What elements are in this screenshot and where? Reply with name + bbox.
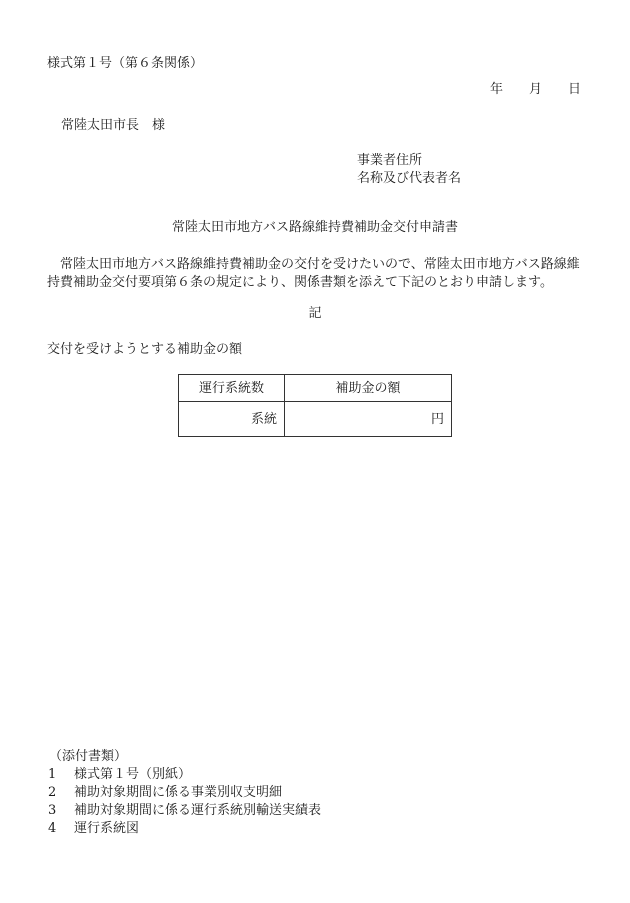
body-line-2: 持費補助金交付要項第６条の規定により、関係書類を添えて下記のとおり申請します。: [47, 275, 553, 290]
route-count-header: 運行系統数: [179, 375, 285, 402]
attachments-block: [47, 748, 321, 838]
date-line: [490, 83, 581, 96]
attachment-number: 1: [48, 767, 57, 782]
subsidy-amount-cell: 円: [285, 402, 452, 437]
attachment-text: 補助対象期間に係る運行系統別輸送実績表: [74, 803, 322, 818]
route-count-cell: 系統: [179, 402, 285, 437]
form-number: 様式第１号（第６条関係）: [47, 56, 204, 71]
month-label: 月: [529, 82, 543, 97]
attachments-heading: （添付書類）: [49, 749, 128, 764]
applicant-address-label: 事業者住所: [357, 153, 423, 168]
attachment-item: [47, 784, 321, 802]
attachment-text: 運行系統図: [74, 821, 140, 836]
year-label: 年: [490, 82, 504, 97]
document-title: 常陸太田市地方バス路線維持費補助金交付申請書: [171, 220, 458, 235]
attachment-item: [47, 820, 321, 838]
attachment-item: [47, 802, 321, 820]
day-label: 日: [568, 82, 582, 97]
subsidy-amount-header: 補助金の額: [285, 375, 452, 402]
applicant-block: [357, 152, 461, 188]
amount-table: [178, 374, 452, 437]
amount-heading: 交付を受けようとする補助金の額: [47, 342, 243, 357]
amount-table-row: [179, 402, 452, 437]
body-line-1: 常陸太田市地方バス路線維持費補助金の交付を受けたいので、常陸太田市地方バス路線維: [60, 257, 580, 272]
attachment-number: 3: [48, 803, 57, 818]
body-paragraph: [47, 256, 607, 292]
attachment-text: 補助対象期間に係る事業別収支明細: [74, 785, 283, 800]
attachment-number: 2: [48, 785, 57, 800]
ki-marker: 記: [308, 306, 322, 321]
attachment-item: [47, 766, 321, 784]
applicant-name-label: 名称及び代表者名: [357, 171, 462, 186]
attachment-text: 様式第１号（別紙）: [74, 767, 192, 782]
addressee: 常陸太田市長 様: [61, 118, 166, 133]
amount-table-header-row: [179, 375, 452, 402]
attachment-number: 4: [48, 821, 57, 836]
